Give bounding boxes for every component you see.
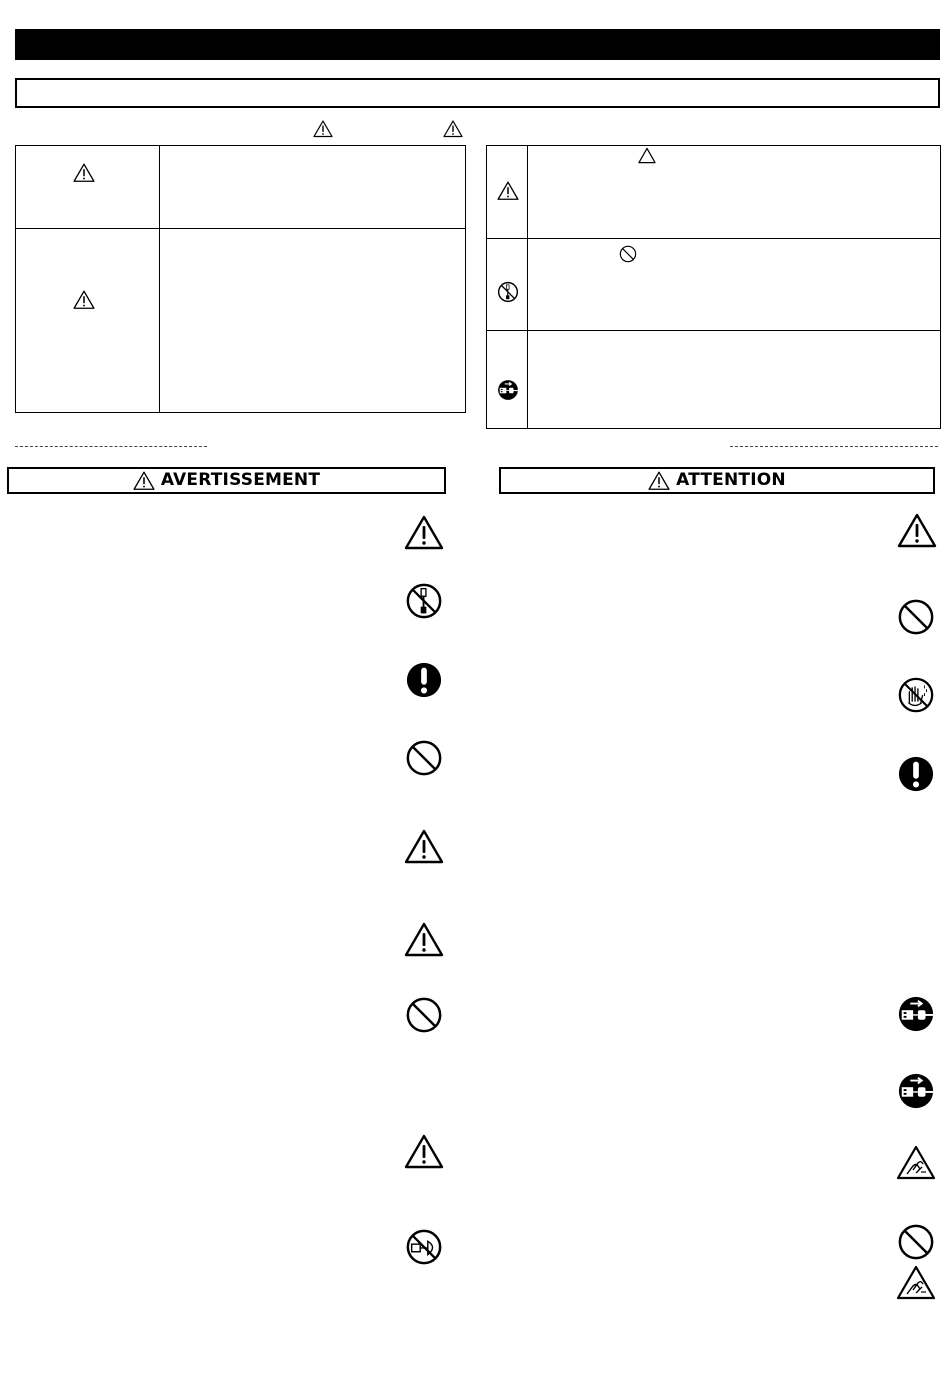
no-damage-cord-icon xyxy=(405,1228,443,1266)
prohibited-icon xyxy=(897,598,935,636)
legend-table-right xyxy=(486,145,941,429)
warning-triangle-icon xyxy=(73,163,95,183)
warning-triangle-icon xyxy=(313,120,333,138)
warning-header xyxy=(7,467,446,494)
caution-triangle-icon xyxy=(637,147,657,164)
prohibited-icon xyxy=(619,245,637,263)
warning-triangle-icon xyxy=(443,120,463,138)
warning-triangle-icon xyxy=(404,922,444,958)
prohibited-icon xyxy=(897,1223,935,1261)
legend-table-left xyxy=(15,145,466,413)
unplug-icon xyxy=(497,379,519,401)
no-disassemble-icon xyxy=(497,281,519,303)
mandatory-action-icon xyxy=(405,661,443,699)
pinch-hazard-icon xyxy=(896,1265,936,1301)
table-divider xyxy=(159,145,160,413)
title-bar xyxy=(15,29,940,60)
warning-triangle-icon xyxy=(404,829,444,865)
warning-triangle-icon xyxy=(73,290,95,310)
warning-triangle-icon xyxy=(648,471,670,491)
warning-triangle-icon xyxy=(897,513,937,549)
warning-triangle-icon xyxy=(404,515,444,551)
prohibited-icon xyxy=(405,996,443,1034)
no-disassemble-icon xyxy=(405,582,443,620)
caution-header-label: ATTENTION xyxy=(676,470,786,490)
warning-triangle-icon xyxy=(133,471,155,491)
warning-header-label: AVERTISSEMENT xyxy=(160,470,321,490)
caution-triangle-icon xyxy=(497,181,519,201)
unplug-icon xyxy=(897,1072,935,1110)
dashed-divider xyxy=(15,446,207,447)
pinch-hazard-icon xyxy=(896,1145,936,1181)
unplug-icon xyxy=(897,995,935,1033)
table-divider xyxy=(486,330,941,331)
table-divider xyxy=(15,228,466,229)
dashed-divider xyxy=(730,446,938,447)
warning-triangle-icon xyxy=(404,1134,444,1170)
prohibited-icon xyxy=(405,739,443,777)
caution-header xyxy=(499,467,935,494)
table-divider xyxy=(527,145,528,429)
subtitle-bar xyxy=(15,78,940,108)
no-wet-hands-icon xyxy=(897,676,935,714)
table-divider xyxy=(486,238,941,239)
mandatory-action-icon xyxy=(897,755,935,793)
